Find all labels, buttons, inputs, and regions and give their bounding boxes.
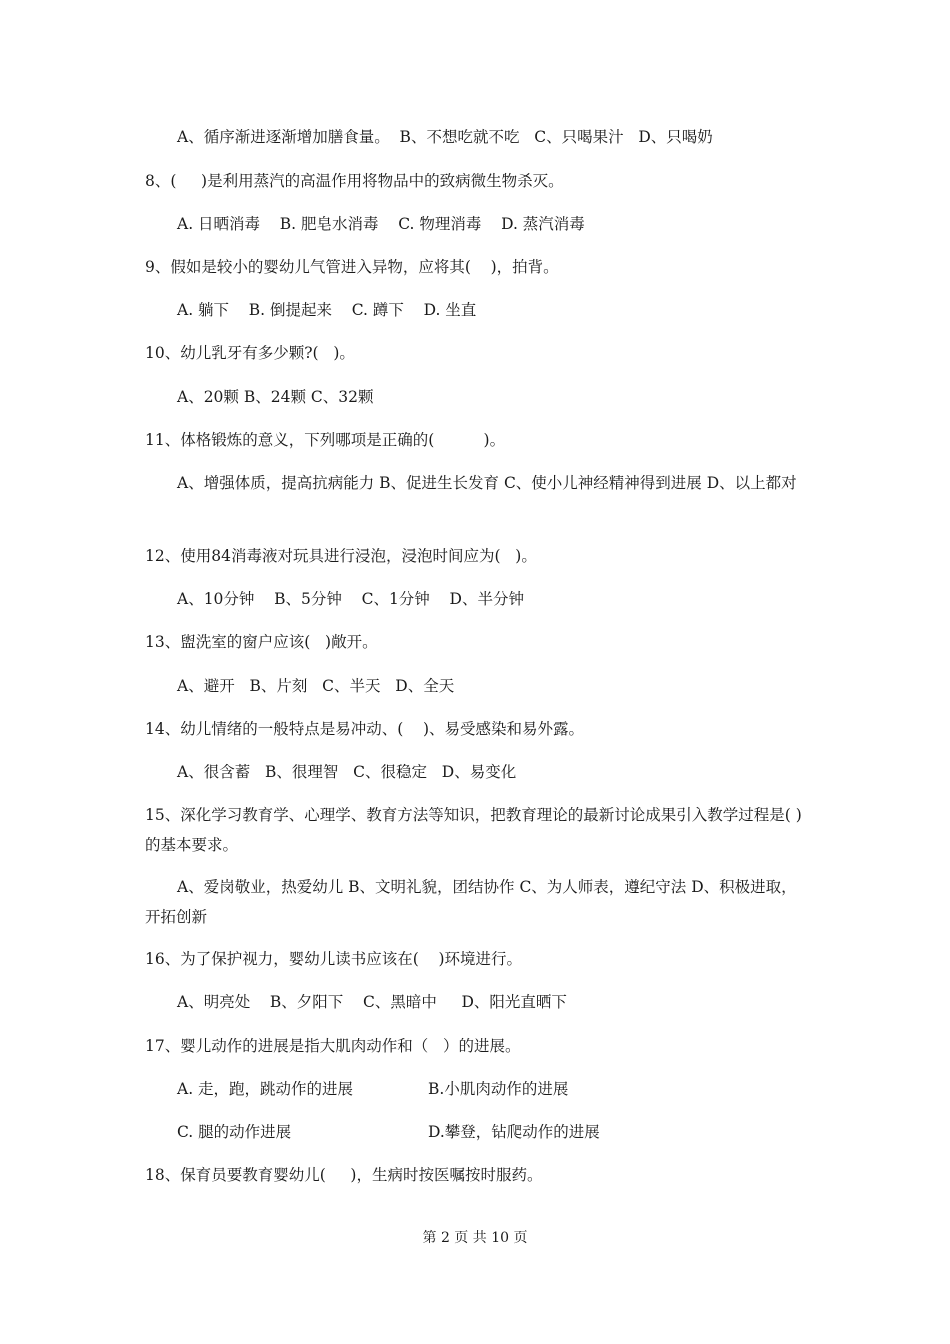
q9-stem: 9、假如是较小的婴幼儿气管进入异物，应将其( )，拍背。: [145, 258, 559, 276]
q8-options: A. 日晒消毒 B. 肥皂水消毒 C. 物理消毒 D. 蒸汽消毒: [177, 215, 585, 233]
q17-option-a: A. 走，跑，跳动作的进展: [177, 1080, 354, 1098]
q14-options: A、很含蓄 B、很理智 C、很稳定 D、易变化: [177, 763, 517, 781]
q16-stem: 16、为了保护视力，婴幼儿读书应该在( )环境进行。: [145, 950, 523, 968]
q17-stem: 17、婴儿动作的进展是指大肌肉动作和（ ）的进展。: [145, 1037, 521, 1055]
q14-stem: 14、幼儿情绪的一般特点是易冲动、( )、易受感染和易外露。: [145, 720, 585, 738]
q10-stem: 10、幼儿乳牙有多少颗?( )。: [145, 344, 355, 362]
q12-stem: 12、使用84消毒液对玩具进行浸泡，浸泡时间应为( )。: [145, 547, 537, 565]
q13-stem: 13、盥洗室的窗户应该( )敞开。: [145, 633, 378, 651]
q11-stem: 11、体格锻炼的意义，下列哪项是正确的( )。: [145, 431, 506, 449]
q12-options: A、10分钟 B、5分钟 C、1分钟 D、半分钟: [177, 590, 524, 608]
q16-options: A、明亮处 B、夕阳下 C、黑暗中 D、阳光直晒下: [177, 993, 567, 1011]
q10-options: A、20颗 B、24颗 C、32颗: [177, 388, 374, 406]
q11-options: A、增强体质，提高抗病能力 B、促进生长发育 C、使小儿神经精神得到进展 D、以上都对: [177, 474, 797, 492]
page-footer: 第 2 页 共 10 页: [422, 1230, 528, 1246]
q15-options: A、爱岗敬业，热爱幼儿 B、文明礼貌，团结协作 C、为人师表，遵纪守法 D、积极进取，开拓创新: [145, 878, 797, 926]
q9-options: A. 躺下 B. 倒提起来 C. 蹲下 D. 坐直: [177, 301, 477, 319]
q8-stem: 8、( )是利用蒸汽的高温作用将物品中的致病微生物杀灭。: [145, 172, 564, 190]
q7-options: A、循序渐进逐渐增加膳食量。 B、不想吃就不吃 C、只喝果汁 D、只喝奶: [177, 128, 713, 146]
q13-options: A、避开 B、片刻 C、半天 D、全天: [177, 677, 455, 695]
q17-option-d: D.攀登，钻爬动作的进展: [428, 1123, 600, 1141]
q17-option-b: B.小肌肉动作的进展: [428, 1080, 569, 1098]
q17-option-c: C. 腿的动作进展: [177, 1123, 292, 1141]
q15-stem: 15、深化学习教育学、心理学、教育方法等知识，把教育理论的最新讨论成果引入教学过程是( )的基本要求。: [145, 806, 802, 854]
q18-stem: 18、保育员要教育婴幼儿( )，生病时按医嘱按时服药。: [145, 1166, 543, 1184]
